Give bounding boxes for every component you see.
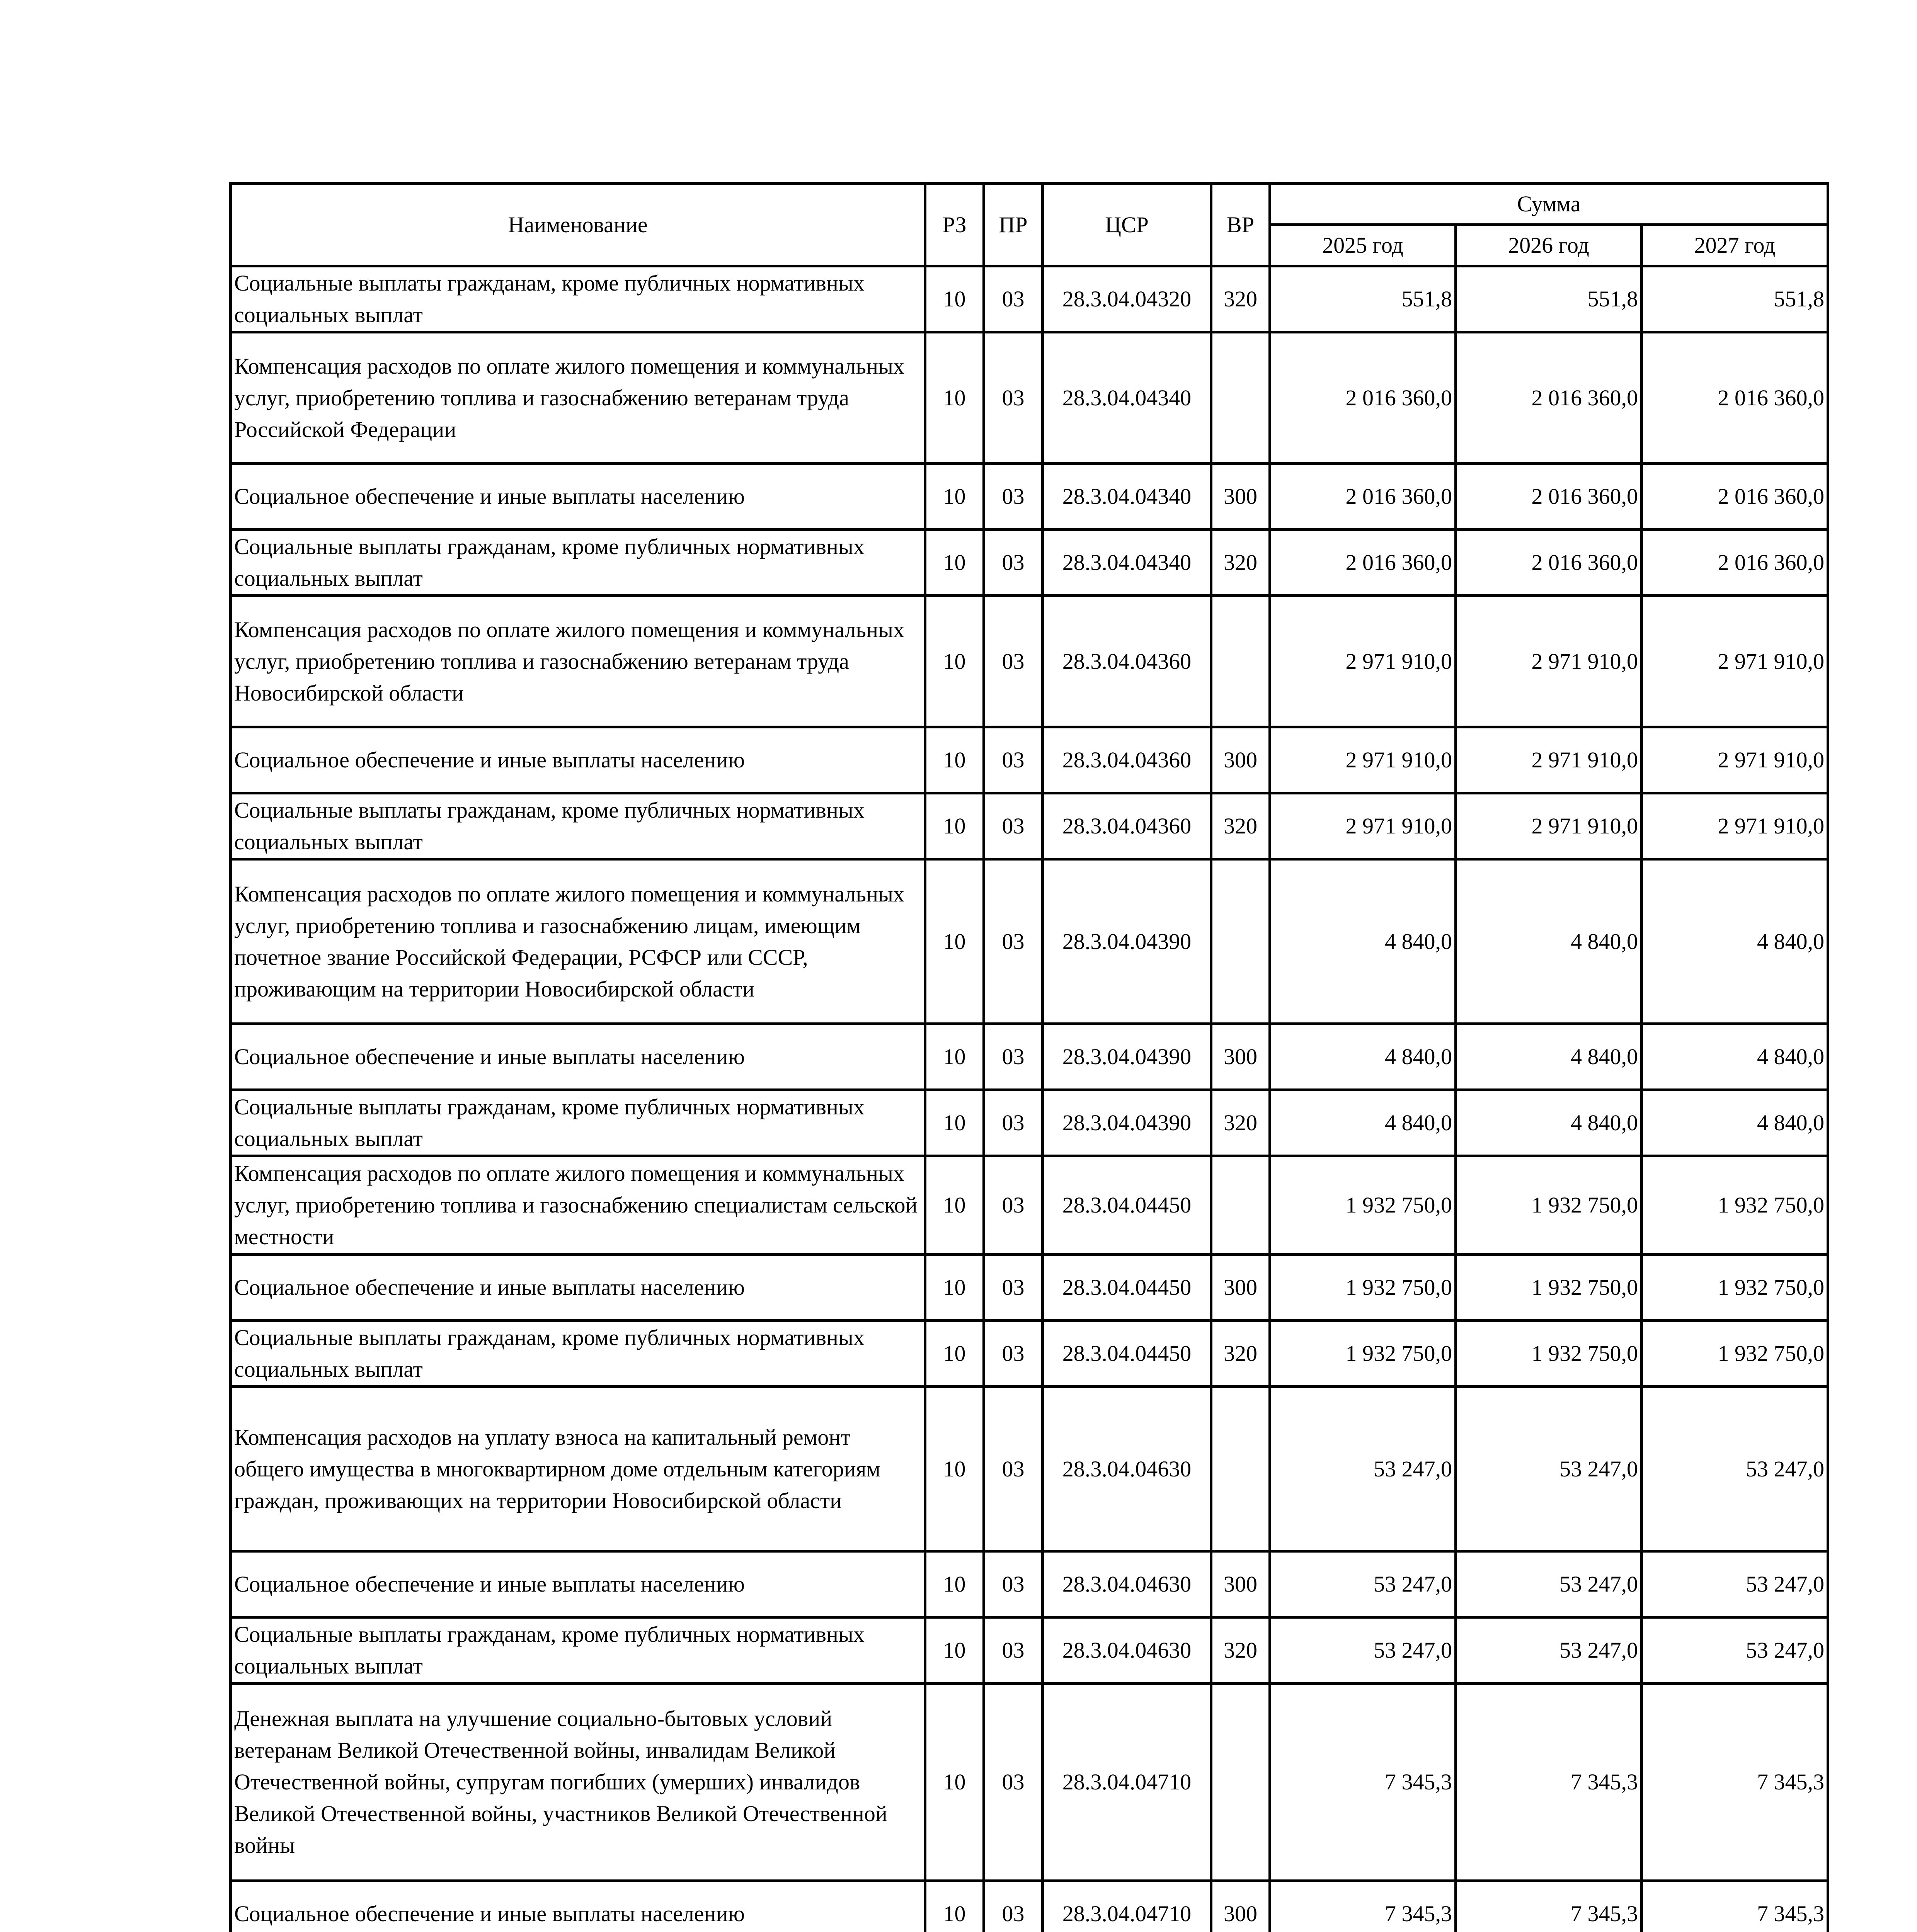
cell-rz: 10: [925, 1551, 984, 1617]
table-row: [231, 1321, 1828, 1387]
cell-sum-2025: 7 345,3: [1270, 1684, 1456, 1881]
cell-sum-2026: 551,8: [1456, 266, 1642, 332]
cell-pr: 03: [984, 332, 1043, 464]
cell-sum-2027: 2 971 910,0: [1642, 793, 1828, 859]
cell-pr: 03: [984, 464, 1043, 530]
cell-sum-2027: 1 932 750,0: [1642, 1255, 1828, 1321]
cell-vr: 320: [1211, 1321, 1270, 1387]
table-row: [231, 859, 1828, 1024]
cell-rz: 10: [925, 1255, 984, 1321]
cell-vr: 300: [1211, 1881, 1270, 1932]
table-row: [231, 1387, 1828, 1551]
cell-sum-2026: 2 016 360,0: [1456, 530, 1642, 596]
cell-rz: 10: [925, 1881, 984, 1932]
cell-sum-2026: 2 971 910,0: [1456, 793, 1642, 859]
cell-name: Социальное обеспечение и иные выплаты населению: [231, 464, 925, 530]
cell-rz: 10: [925, 1090, 984, 1156]
cell-rz: 10: [925, 1156, 984, 1255]
table-row: [231, 464, 1828, 530]
cell-name: Социальные выплаты гражданам, кроме публичных нормативных социальных выплат: [231, 1090, 925, 1156]
cell-rz: 10: [925, 1387, 984, 1551]
cell-sum-2026: 1 932 750,0: [1456, 1255, 1642, 1321]
cell-sum-2027: 53 247,0: [1642, 1617, 1828, 1684]
cell-csr: 28.3.04.04390: [1043, 1024, 1211, 1090]
cell-sum-2025: 2 971 910,0: [1270, 727, 1456, 793]
cell-csr: 28.3.04.04710: [1043, 1684, 1211, 1881]
table-row: [231, 1617, 1828, 1684]
cell-sum-2027: 1 932 750,0: [1642, 1156, 1828, 1255]
cell-sum-2026: 1 932 750,0: [1456, 1156, 1642, 1255]
cell-rz: 10: [925, 332, 984, 464]
table-row: [231, 1881, 1828, 1932]
cell-sum-2027: 551,8: [1642, 266, 1828, 332]
cell-sum-2025: 4 840,0: [1270, 859, 1456, 1024]
cell-pr: 03: [984, 1090, 1043, 1156]
cell-rz: 10: [925, 530, 984, 596]
cell-pr: 03: [984, 1156, 1043, 1255]
cell-rz: 10: [925, 859, 984, 1024]
cell-rz: 10: [925, 1684, 984, 1881]
table-body: [231, 266, 1828, 1932]
cell-vr: [1211, 596, 1270, 727]
cell-pr: 03: [984, 1387, 1043, 1551]
cell-sum-2025: 2 971 910,0: [1270, 793, 1456, 859]
cell-sum-2025: 1 932 750,0: [1270, 1321, 1456, 1387]
cell-csr: 28.3.04.04710: [1043, 1881, 1211, 1932]
table-row: [231, 1255, 1828, 1321]
cell-sum-2026: 2 971 910,0: [1456, 727, 1642, 793]
table-row: [231, 1090, 1828, 1156]
cell-rz: 10: [925, 727, 984, 793]
cell-pr: 03: [984, 1684, 1043, 1881]
cell-csr: 28.3.04.04320: [1043, 266, 1211, 332]
cell-sum-2025: 551,8: [1270, 266, 1456, 332]
cell-sum-2026: 1 932 750,0: [1456, 1321, 1642, 1387]
cell-sum-2027: 7 345,3: [1642, 1684, 1828, 1881]
cell-sum-2026: 4 840,0: [1456, 859, 1642, 1024]
cell-sum-2025: 7 345,3: [1270, 1881, 1456, 1932]
cell-vr: [1211, 1156, 1270, 1255]
cell-sum-2027: 7 345,3: [1642, 1881, 1828, 1932]
cell-vr: [1211, 1684, 1270, 1881]
cell-name: Социальные выплаты гражданам, кроме публичных нормативных социальных выплат: [231, 266, 925, 332]
cell-vr: [1211, 1387, 1270, 1551]
cell-sum-2025: 53 247,0: [1270, 1617, 1456, 1684]
cell-sum-2026: 53 247,0: [1456, 1387, 1642, 1551]
cell-pr: 03: [984, 1551, 1043, 1617]
cell-name: Компенсация расходов по оплате жилого помещения и коммунальных услуг, приобретению топлива и газоснабжению ветеранам труда Новосибирской области: [231, 596, 925, 727]
cell-vr: 320: [1211, 266, 1270, 332]
budget-table: [229, 182, 1829, 1932]
cell-sum-2027: 53 247,0: [1642, 1387, 1828, 1551]
cell-pr: 03: [984, 1024, 1043, 1090]
table-row: [231, 1551, 1828, 1617]
cell-name: Социальное обеспечение и иные выплаты населению: [231, 1255, 925, 1321]
table-row: [231, 332, 1828, 464]
cell-vr: 320: [1211, 1617, 1270, 1684]
cell-sum-2026: 7 345,3: [1456, 1684, 1642, 1881]
cell-sum-2026: 7 345,3: [1456, 1881, 1642, 1932]
cell-sum-2025: 4 840,0: [1270, 1024, 1456, 1090]
cell-sum-2027: 2 016 360,0: [1642, 530, 1828, 596]
cell-sum-2025: 4 840,0: [1270, 1090, 1456, 1156]
cell-name: Компенсация расходов по оплате жилого помещения и коммунальных услуг, приобретению топлива и газоснабжению лицам, имеющим почетное звание Российской Федерации, РСФСР или СССР, проживающим на территории Новосибирской области: [231, 859, 925, 1024]
cell-csr: 28.3.04.04450: [1043, 1156, 1211, 1255]
cell-rz: 10: [925, 266, 984, 332]
cell-csr: 28.3.04.04340: [1043, 332, 1211, 464]
header-rz: РЗ: [925, 184, 984, 266]
cell-rz: 10: [925, 464, 984, 530]
cell-sum-2026: 53 247,0: [1456, 1551, 1642, 1617]
table-row: [231, 530, 1828, 596]
cell-sum-2026: 53 247,0: [1456, 1617, 1642, 1684]
header-csr: ЦСР: [1043, 184, 1211, 266]
cell-csr: 28.3.04.04450: [1043, 1321, 1211, 1387]
table-row: [231, 1684, 1828, 1881]
header-pr: ПР: [984, 184, 1043, 266]
cell-sum-2025: 2 016 360,0: [1270, 464, 1456, 530]
cell-pr: 03: [984, 1321, 1043, 1387]
cell-vr: 300: [1211, 1024, 1270, 1090]
header-name: Наименование: [231, 184, 925, 266]
cell-csr: 28.3.04.04360: [1043, 727, 1211, 793]
cell-vr: 320: [1211, 530, 1270, 596]
cell-name: Социальное обеспечение и иные выплаты населению: [231, 1024, 925, 1090]
header-year-2027: 2027 год: [1642, 225, 1828, 266]
cell-sum-2027: 2 971 910,0: [1642, 727, 1828, 793]
cell-vr: [1211, 332, 1270, 464]
cell-rz: 10: [925, 1024, 984, 1090]
cell-vr: 320: [1211, 1090, 1270, 1156]
cell-rz: 10: [925, 596, 984, 727]
cell-sum-2027: 1 932 750,0: [1642, 1321, 1828, 1387]
cell-pr: 03: [984, 1881, 1043, 1932]
cell-csr: 28.3.04.04630: [1043, 1387, 1211, 1551]
cell-name: Социальное обеспечение и иные выплаты населению: [231, 1551, 925, 1617]
cell-sum-2025: 1 932 750,0: [1270, 1156, 1456, 1255]
cell-sum-2025: 2 971 910,0: [1270, 596, 1456, 727]
cell-pr: 03: [984, 859, 1043, 1024]
cell-name: Социальные выплаты гражданам, кроме публичных нормативных социальных выплат: [231, 1321, 925, 1387]
cell-sum-2026: 4 840,0: [1456, 1090, 1642, 1156]
cell-vr: 320: [1211, 793, 1270, 859]
cell-name: Социальное обеспечение и иные выплаты населению: [231, 1881, 925, 1932]
cell-sum-2025: 2 016 360,0: [1270, 332, 1456, 464]
cell-sum-2027: 53 247,0: [1642, 1551, 1828, 1617]
table-row: [231, 1024, 1828, 1090]
cell-vr: 300: [1211, 727, 1270, 793]
cell-rz: 10: [925, 793, 984, 859]
cell-pr: 03: [984, 1617, 1043, 1684]
cell-sum-2026: 2 016 360,0: [1456, 332, 1642, 464]
cell-csr: 28.3.04.04340: [1043, 530, 1211, 596]
cell-rz: 10: [925, 1321, 984, 1387]
cell-csr: 28.3.04.04630: [1043, 1617, 1211, 1684]
cell-name: Социальные выплаты гражданам, кроме публичных нормативных социальных выплат: [231, 1617, 925, 1684]
cell-pr: 03: [984, 727, 1043, 793]
cell-name: Денежная выплата на улучшение социально-бытовых условий ветеранам Великой Отечественной войны, инвалидам Великой Отечественной войны, супругам погибших (умерших) инвалидов Великой Отечественной войны, участников Великой Отечественной войны: [231, 1684, 925, 1881]
cell-csr: 28.3.04.04630: [1043, 1551, 1211, 1617]
cell-sum-2026: 2 016 360,0: [1456, 464, 1642, 530]
cell-vr: 300: [1211, 1255, 1270, 1321]
cell-csr: 28.3.04.04390: [1043, 1090, 1211, 1156]
table-row: [231, 727, 1828, 793]
cell-pr: 03: [984, 596, 1043, 727]
header-sum: Сумма: [1270, 184, 1828, 225]
cell-name: Социальные выплаты гражданам, кроме публичных нормативных социальных выплат: [231, 530, 925, 596]
cell-csr: 28.3.04.04450: [1043, 1255, 1211, 1321]
cell-name: Социальные выплаты гражданам, кроме публичных нормативных социальных выплат: [231, 793, 925, 859]
cell-sum-2025: 53 247,0: [1270, 1551, 1456, 1617]
cell-name: Социальное обеспечение и иные выплаты населению: [231, 727, 925, 793]
cell-rz: 10: [925, 1617, 984, 1684]
cell-name: Компенсация расходов по оплате жилого помещения и коммунальных услуг, приобретению топлива и газоснабжению ветеранам труда Российской Федерации: [231, 332, 925, 464]
cell-csr: 28.3.04.04390: [1043, 859, 1211, 1024]
cell-sum-2026: 4 840,0: [1456, 1024, 1642, 1090]
header-year-2025: 2025 год: [1270, 225, 1456, 266]
cell-csr: 28.3.04.04340: [1043, 464, 1211, 530]
cell-sum-2025: 53 247,0: [1270, 1387, 1456, 1551]
cell-csr: 28.3.04.04360: [1043, 596, 1211, 727]
cell-csr: 28.3.04.04360: [1043, 793, 1211, 859]
cell-sum-2027: 4 840,0: [1642, 1024, 1828, 1090]
cell-pr: 03: [984, 793, 1043, 859]
cell-pr: 03: [984, 1255, 1043, 1321]
header-vr: ВР: [1211, 184, 1270, 266]
table-header: [231, 184, 1828, 266]
cell-sum-2027: 4 840,0: [1642, 1090, 1828, 1156]
cell-pr: 03: [984, 266, 1043, 332]
cell-sum-2027: 2 971 910,0: [1642, 596, 1828, 727]
cell-vr: 300: [1211, 464, 1270, 530]
cell-sum-2027: 2 016 360,0: [1642, 332, 1828, 464]
cell-vr: 300: [1211, 1551, 1270, 1617]
cell-sum-2025: 2 016 360,0: [1270, 530, 1456, 596]
cell-name: Компенсация расходов по оплате жилого помещения и коммунальных услуг, приобретению топлива и газоснабжению специалистам сельской местности: [231, 1156, 925, 1255]
cell-sum-2027: 2 016 360,0: [1642, 464, 1828, 530]
cell-name: Компенсация расходов на уплату взноса на капитальный ремонт общего имущества в многоквартирном доме отдельным категориям граждан, проживающих на территории Новосибирской области: [231, 1387, 925, 1551]
cell-sum-2027: 4 840,0: [1642, 859, 1828, 1024]
table-row: [231, 596, 1828, 727]
cell-pr: 03: [984, 530, 1043, 596]
header-year-2026: 2026 год: [1456, 225, 1642, 266]
table-row: [231, 1156, 1828, 1255]
table-row: [231, 266, 1828, 332]
table-row: [231, 793, 1828, 859]
cell-vr: [1211, 859, 1270, 1024]
cell-sum-2026: 2 971 910,0: [1456, 596, 1642, 727]
cell-sum-2025: 1 932 750,0: [1270, 1255, 1456, 1321]
